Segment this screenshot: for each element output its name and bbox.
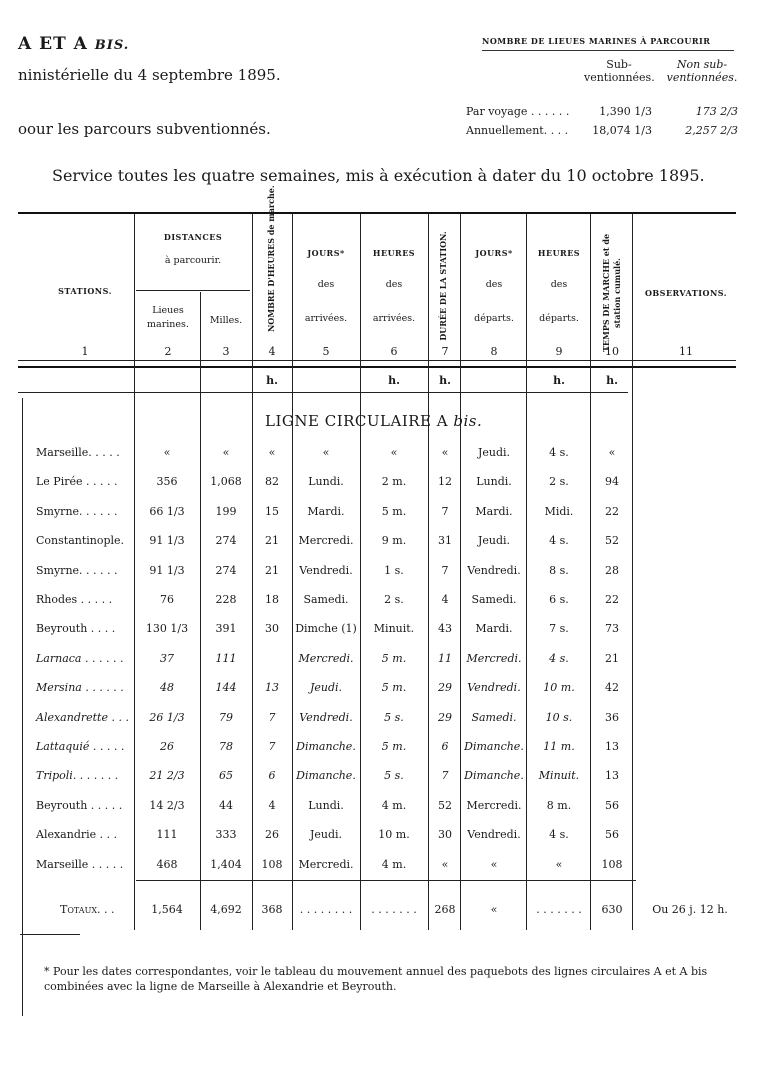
cell-station: Beyrouth . . . . . [36,799,123,812]
cell-station: Marseille . . . . . [36,858,124,871]
cell-jours-arr: Lundi. [308,475,344,488]
subtitle: ninistérielle du 4 septembre 1895. [18,66,281,84]
service-line: Service toutes les quatre semaines, mis à exécution à dater du 10 octobre 1895. [52,166,705,185]
footnote: * Pour les dates correspondantes, voir le tableau du mouvement annuel des paquebots des lignes circulaires A et A bis combinées avec la ligne de Marseille à Alexandrie et Beyrouth. [44,965,708,993]
col-num-11: 11 [679,345,693,358]
unit-heures-marche: h. [266,374,278,387]
cell-heures-arr: 9 m. [381,534,407,547]
cell-heures-arr: Minuit. [373,622,415,635]
cell-heures-dep: 4 s. [549,446,569,459]
cell-heures-marche: 108 [261,858,283,871]
cell-milles: 1,068 [210,475,242,488]
totals-jours-dep: « [490,903,498,916]
col-divider-8 [526,214,527,930]
table-left-border [22,398,23,1016]
cell-heures-marche: 13 [265,681,279,694]
unit-heures-arr: h. [388,374,400,387]
cell-heures-marche: 7 [268,711,276,724]
cell-heures-dep: « [555,858,563,871]
cell-temps: 21 [605,652,619,665]
header-a-parcourir: à parcourir. [164,255,222,266]
cell-jours-dep: Samedi. [471,711,517,724]
cell-heures-marche: 18 [265,593,279,606]
cell-heures-marche: 21 [265,534,279,547]
cell-heures-dep: 8 m. [546,799,572,812]
cell-heures-marche: 26 [265,828,279,841]
lieues-row-label-0: Par voyage . . . . . . [466,105,570,118]
cell-jours-arr: Mercredi. [298,652,354,665]
cell-temps: 94 [605,475,619,488]
cell-lieues: 76 [160,593,174,606]
cell-milles: 333 [215,828,237,841]
col-number-rule [18,366,736,368]
cell-temps: 42 [605,681,619,694]
unit-temps: h. [606,374,618,387]
cell-milles: 79 [219,711,233,724]
cell-temps: 56 [605,828,619,841]
cell-station: Mersina . . . . . . [36,681,124,694]
cell-jours-arr: Mardi. [307,505,345,518]
table-top-rule [18,212,736,214]
header-jours-dep-1: JOURS* [475,248,513,258]
cell-lieues: 66 1/3 [149,505,185,518]
cell-milles: 1,404 [210,858,242,871]
lieues-row-nonsub-1: 2,257 2/3 [685,124,738,137]
cell-jours-arr: Lundi. [308,799,344,812]
cell-jours-arr: « [322,446,330,459]
cell-jours-dep: « [490,858,498,871]
cell-temps: 56 [605,799,619,812]
totals-temps: 630 [601,903,623,916]
cell-lieues: 26 [160,740,174,753]
cell-jours-dep: Mardi. [475,505,513,518]
col-num-4: 4 [268,345,276,358]
lieues-row-label-1: Annuellement. . . . [466,124,569,137]
cell-heures-marche: 4 [268,799,276,812]
cell-station: Rhodes . . . . . [36,593,113,606]
cell-heures-arr: 2 m. [381,475,407,488]
cell-heures-dep: Midi. [544,505,574,518]
cell-heures-arr: 5 m. [381,740,407,753]
totals-heures-dep: . . . . . . . [536,903,582,916]
header-jours-dep-2: des [485,279,503,290]
cell-heures-marche: 15 [265,505,279,518]
distances-divider [136,290,250,291]
header-duree: DURÉE DE LA STATION. [438,231,448,341]
header-heures-arr-3: arrivées. [372,313,416,324]
cell-jours-dep: Lundi. [476,475,512,488]
cell-temps: 108 [601,858,623,871]
cell-duree: 7 [441,564,449,577]
col-num-10: 10 [605,345,619,358]
cell-jours-arr: Jeudi. [309,681,343,694]
cell-jours-arr: Dimche (1) [295,622,357,635]
header-heures-dep-1: HEURES [537,248,581,258]
cell-heures-dep: 8 s. [549,564,569,577]
cell-lieues: 111 [156,828,178,841]
cell-lieues: 37 [160,652,174,665]
cell-milles: 144 [215,681,237,694]
cell-jours-dep: Vendredi. [467,681,521,694]
cell-duree: 4 [441,593,449,606]
cell-heures-arr: 5 s. [384,711,404,724]
col-divider-4 [292,214,293,930]
lieues-box-title: NOMBRE DE LIEUES MARINES À PARCOURIR [482,36,711,46]
cell-heures-dep: 4 s. [549,652,569,665]
ligne-title-text: LIGNE CIRCULAIRE A [265,412,449,430]
cell-heures-arr: 5 m. [381,505,407,518]
cell-heures-arr: 1 s. [384,564,404,577]
lieues-col-non-sub: Non sub- ventionnées. [666,58,738,84]
cell-station: Marseille. . . . . [36,446,120,459]
cell-temps: 13 [605,769,619,782]
header-jours-arr-2: des [317,279,335,290]
page-title [18,34,129,54]
cell-station: Smyrne. . . . . . [36,564,118,577]
col-divider-2 [200,292,201,930]
col-num-1: 1 [81,345,89,358]
cell-duree: 29 [438,711,452,724]
cell-lieues: 130 1/3 [145,622,189,635]
cell-duree: 12 [438,475,452,488]
cell-station: Beyrouth . . . . [36,622,116,635]
cell-lieues: 91 1/3 [149,534,185,547]
cell-station: Tripoli. . . . . . . [36,769,119,782]
lieues-row-sub-0: 1,390 1/3 [599,105,652,118]
totals-observations: Ou 26 j. 12 h. [652,903,728,916]
cell-jours-arr: Vendredi. [299,564,353,577]
cell-station: Alexandrette . . . [36,711,129,724]
totals-duree: 268 [434,903,456,916]
cell-milles: « [222,446,230,459]
cell-heures-dep: 6 s. [549,593,569,606]
ligne-title [265,412,482,430]
title-text: A ET A [18,34,88,54]
cell-duree: 11 [438,652,452,665]
cell-duree: 7 [441,769,449,782]
totals-heures-arr: . . . . . . . [371,903,417,916]
cell-lieues: 48 [160,681,174,694]
cell-jours-dep: Vendredi. [467,564,521,577]
header-jours-arr-3: arrivées. [304,313,348,324]
cell-heures-dep: 10 m. [543,681,575,694]
cell-duree: « [441,446,449,459]
header-milles: Milles. [209,315,243,326]
header-lieues: Lieues marines. [147,305,189,330]
cell-milles: 274 [215,534,237,547]
col-divider-7 [460,214,461,930]
subtitle-parcours: oour les parcours subventionnés. [18,120,271,138]
col-divider-3 [252,214,253,930]
col-number-rule-top [18,360,736,361]
cell-jours-arr: Vendredi. [299,711,353,724]
cell-heures-marche: « [268,446,276,459]
cell-duree: « [441,858,449,871]
cell-jours-dep: Mardi. [475,622,513,635]
col-num-8: 8 [490,345,498,358]
cell-lieues: 356 [156,475,178,488]
cell-duree: 6 [441,740,449,753]
col-divider-10 [632,214,633,930]
cell-jours-dep: Mercredi. [466,652,522,665]
cell-heures-dep: 2 s. [549,475,569,488]
totals-jours-arr: . . . . . . . . [299,903,353,916]
col-divider-9 [590,214,591,930]
lieues-row-sub-1: 18,074 1/3 [592,124,652,137]
cell-heures-marche: 6 [268,769,276,782]
cell-heures-arr: 5 m. [381,681,407,694]
cell-temps: « [608,446,616,459]
header-heures-arr-1: HEURES [372,248,416,258]
cell-jours-arr: Mercredi. [298,858,354,871]
cell-jours-dep: Dimanche. [464,769,524,782]
cell-station: Le Pirée . . . . . [36,475,118,488]
cell-heures-dep: 4 s. [549,828,569,841]
col-num-9: 9 [555,345,563,358]
cell-heures-arr: 5 s. [384,769,404,782]
header-heures-dep-2: des [550,279,568,290]
header-distances: DISTANCES [163,232,223,242]
cell-milles: 391 [215,622,237,635]
unit-heures-dep: h. [553,374,565,387]
cell-temps: 22 [605,593,619,606]
cell-lieues: 91 1/3 [149,564,185,577]
unit-row-rule [18,392,628,393]
cell-heures-arr: 10 m. [378,828,410,841]
col-divider-1 [134,214,135,930]
totals-milles: 4,692 [210,903,242,916]
cell-temps: 13 [605,740,619,753]
cell-lieues: 26 1/3 [149,711,185,724]
cell-station: Larnaca . . . . . . [36,652,124,665]
unit-duree: h. [439,374,451,387]
cell-heures-arr: 5 m. [381,652,407,665]
cell-milles: 78 [219,740,233,753]
totals-label: Totaux. . . [60,903,115,916]
header-observations: OBSERVATIONS. [644,288,728,298]
cell-jours-dep: Dimanche. [464,740,524,753]
cell-temps: 52 [605,534,619,547]
header-jours-arr-1: JOURS* [307,248,345,258]
lieues-box-divider [482,50,734,51]
cell-heures-dep: 7 s. [549,622,569,635]
header-heures-dep-3: départs. [539,313,579,324]
cell-heures-dep: Minuit. [538,769,580,782]
cell-heures-dep: 10 s. [545,711,573,724]
totals-heures: 368 [261,903,283,916]
totals-rule [136,880,636,881]
cell-jours-dep: Mercredi. [466,799,522,812]
cell-jours-arr: Dimanche. [296,740,356,753]
header-temps: TEMPS DE MARCHE et de station cumulé. [601,233,622,353]
col-num-2: 2 [164,345,172,358]
cell-duree: 43 [438,622,452,635]
cell-station: Constantinople. [36,534,125,547]
cell-jours-dep: Vendredi. [467,828,521,841]
title-bis: BIS. [94,38,130,53]
ligne-title-bis: bis. [453,412,483,430]
cell-milles: 65 [219,769,233,782]
col-num-7: 7 [441,345,449,358]
cell-station: Smyrne. . . . . . [36,505,118,518]
cell-milles: 228 [215,593,237,606]
cell-lieues: 21 2/3 [149,769,185,782]
cell-milles: 111 [215,652,237,665]
cell-heures-dep: 11 m. [543,740,575,753]
lieues-col-sub: Sub- ventionnées. [584,58,655,84]
header-jours-dep-3: départs. [474,313,514,324]
cell-heures-arr: 4 m. [381,799,407,812]
cell-jours-arr: Samedi. [303,593,349,606]
lieues-row-nonsub-0: 173 2/3 [695,105,738,118]
cell-duree: 30 [438,828,452,841]
header-stations: STATIONS. [58,286,112,296]
cell-jours-arr: Jeudi. [309,828,343,841]
cell-temps: 22 [605,505,619,518]
cell-heures-marche: 30 [265,622,279,635]
cell-duree: 31 [438,534,452,547]
cell-station: Lattaquié . . . . . [36,740,125,753]
cell-heures-marche: 82 [265,475,279,488]
cell-duree: 29 [438,681,452,694]
cell-temps: 73 [605,622,619,635]
cell-station: Alexandrie . . . [36,828,118,841]
cell-lieues: 468 [156,858,178,871]
col-num-6: 6 [390,345,398,358]
cell-milles: 274 [215,564,237,577]
col-num-5: 5 [322,345,330,358]
cell-duree: 52 [438,799,452,812]
cell-heures-arr: 4 m. [381,858,407,871]
cell-heures-marche: 7 [268,740,276,753]
col-divider-5 [360,214,361,930]
cell-heures-arr: 2 s. [384,593,404,606]
footnote-rule [20,934,80,935]
cell-jours-arr: Mercredi. [298,534,354,547]
cell-heures-marche: 21 [265,564,279,577]
cell-temps: 28 [605,564,619,577]
col-num-3: 3 [222,345,230,358]
cell-jours-arr: Dimanche. [296,769,356,782]
cell-milles: 199 [215,505,237,518]
cell-jours-dep: Jeudi. [477,534,511,547]
cell-duree: 7 [441,505,449,518]
cell-jours-dep: Samedi. [471,593,517,606]
header-heures-arr-2: des [385,279,403,290]
cell-lieues: « [163,446,171,459]
cell-heures-dep: 4 s. [549,534,569,547]
header-nombre-heures: NOMBRE D'HEURES de marche. [266,185,276,332]
cell-milles: 44 [219,799,233,812]
cell-jours-dep: Jeudi. [477,446,511,459]
cell-temps: 36 [605,711,619,724]
cell-heures-arr: « [390,446,398,459]
cell-lieues: 14 2/3 [149,799,185,812]
totals-lieues: 1,564 [151,903,183,916]
col-divider-6 [428,214,429,930]
